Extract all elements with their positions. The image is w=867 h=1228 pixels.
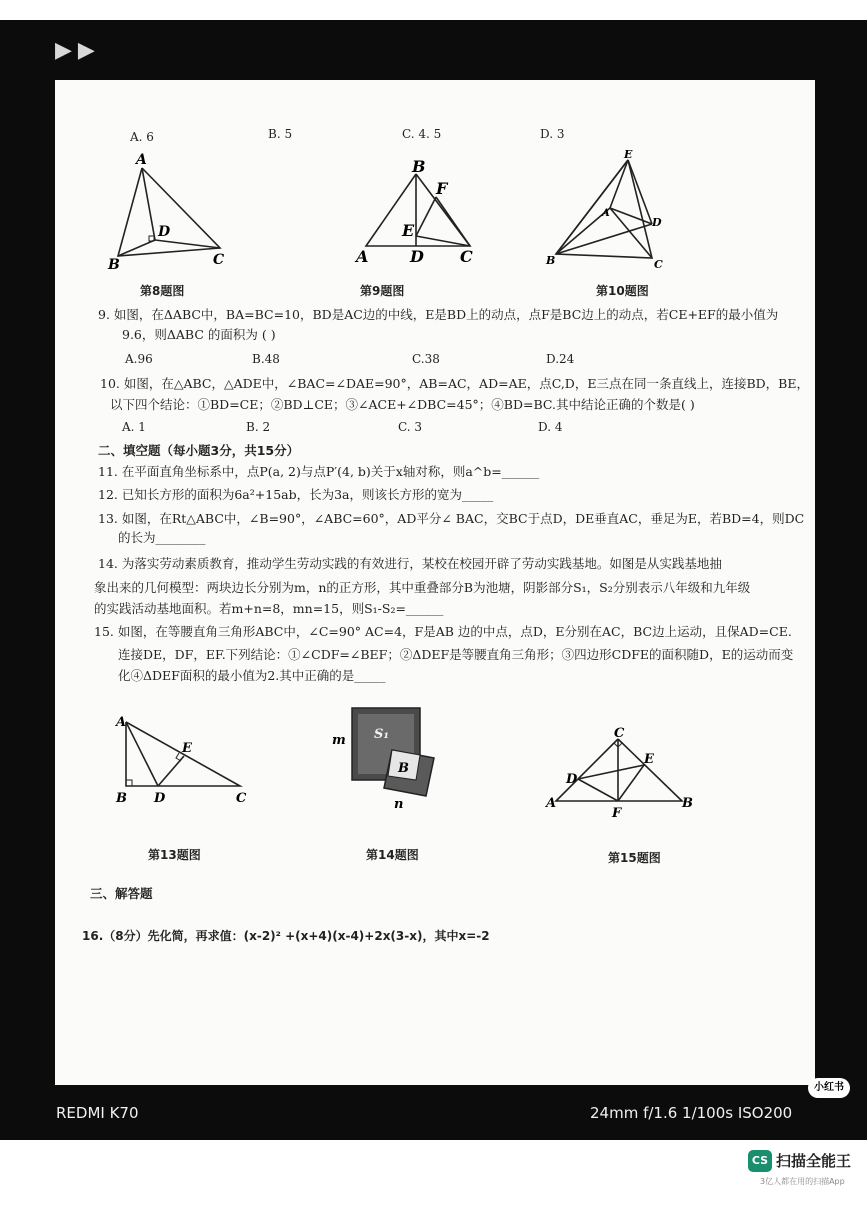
- fig9-label-c: C: [460, 247, 473, 266]
- fig10-label-c: C: [654, 258, 663, 271]
- xiaohongshu-badge: 小红书: [808, 1078, 850, 1098]
- fig14-label-s1: S₁: [374, 727, 390, 742]
- device-label: REDMI K70: [56, 1104, 139, 1122]
- q9-line1: 9. 如图，在ΔABC中，BA=BC=10，BD是AC边的中线，E是BD上的动点，点F是BC边上的动点，若CE+EF的最小值为: [98, 307, 779, 322]
- fig9-label-b: B: [412, 157, 426, 176]
- fig14-label-n: n: [394, 797, 404, 810]
- q8-option-d: D. 3: [540, 127, 565, 141]
- fig8-label-c: C: [213, 252, 225, 268]
- q14-line2: 象出来的几何模型：两块边长分别为m，n的正方形，其中重叠部分B为池塘，阴影部分S₁，S₂分别表示八年级和九年级: [94, 580, 751, 595]
- caption-fig15: 第15题图: [608, 851, 661, 865]
- q14-line3: 的实践活动基地面积。若m+n=8，mn=15，则S₁-S₂=______: [94, 601, 444, 616]
- figure-10: [540, 146, 670, 271]
- q9-option-a: A.96: [125, 352, 153, 366]
- q15-line2: 连接DE，DF，EF.下列结论：①∠CDF=∠BEF；②ΔDEF是等腰直角三角形；③四边形CDFE的面积随D，E的运动而变: [118, 647, 794, 662]
- caption-fig9: 第9题图: [360, 284, 405, 298]
- camscanner-logo-icon: CS: [748, 1150, 772, 1172]
- figure-9: [352, 152, 482, 267]
- q9-option-c: C.38: [412, 352, 440, 366]
- figure-8: [100, 148, 240, 273]
- play-arrows-icon: ▶▶: [55, 38, 101, 63]
- fig9-label-f: F: [436, 179, 448, 198]
- fig13-label-e: E: [182, 741, 192, 756]
- fig10-label-d: D: [652, 216, 662, 229]
- fig13-label-d: D: [154, 791, 166, 806]
- q14-line1: 14. 为落实劳动素质教育，推动学生劳动实践的有效进行，某校在校园开辟了劳动实践基地。如图是从实践基地抽: [98, 556, 722, 571]
- fig8-label-a: A: [136, 152, 147, 168]
- fig15-label-d: D: [566, 772, 578, 787]
- q16-text: 16.（8分）先化简，再求值：(x-2)² +(x+4)(x-4)+2x(3-x)，其中x=-2: [82, 929, 490, 943]
- fig9-label-e: E: [402, 221, 415, 240]
- fig15-label-b: B: [682, 796, 693, 811]
- q13-line2: 的长为________: [118, 530, 206, 545]
- fig15-label-e: E: [644, 752, 654, 767]
- fig15-label-a: A: [546, 796, 557, 811]
- q10-line2: 以下四个结论：①BD=CE；②BD⊥CE；③∠ACE+∠DBC=45°；④BD=BC.其中结论正确的个数是( ): [110, 397, 695, 412]
- fig14-label-m: m: [332, 733, 346, 748]
- figure-15: [540, 725, 700, 825]
- q9-option-d: D.24: [546, 352, 575, 366]
- q15-line1: 15. 如图，在等腰直角三角形ABC中，∠C=90° AC=4，F是AB 边的中点，点D，E分别在AC，BC边上运动，且保AD=CE.: [94, 624, 792, 639]
- figure-14: [328, 700, 448, 810]
- q10-option-d: D. 4: [538, 420, 563, 434]
- camera-info: 24mm f/1.6 1/100s ISO200: [590, 1104, 793, 1122]
- section-fill-in-heading: 二、填空题（每小题3分，共15分）: [98, 443, 300, 458]
- fig13-label-c: C: [236, 791, 247, 806]
- q9-option-b: B.48: [252, 352, 280, 366]
- fig10-label-b: B: [546, 254, 556, 267]
- q8-option-c: C. 4. 5: [402, 127, 442, 141]
- q10-line1: 10. 如图，在△ABC，△ADE中，∠BAC=∠DAE=90°，AB=AC，AD=AE，点C,D，E三点在同一条直线上，连接BD，BE，: [100, 376, 809, 391]
- fig15-label-c: C: [614, 726, 625, 741]
- q8-option-a: A. 6: [130, 130, 154, 144]
- section-solve-heading: 三、解答题: [90, 886, 153, 901]
- q10-option-c: C. 3: [398, 420, 423, 434]
- fig10-label-a: A: [602, 208, 610, 219]
- q9-line2: 9.6，则ΔABC 的面积为 ( ): [122, 327, 276, 342]
- fig9-label-d: D: [410, 247, 424, 266]
- camscanner-app-name: 扫描全能王: [776, 1152, 852, 1170]
- q15-line3: 化④ΔDEF面积的最小值为2.其中正确的是_____: [118, 668, 386, 683]
- q8-option-b: B. 5: [268, 127, 293, 141]
- fig14-label-b: B: [398, 761, 409, 776]
- fig10-label-e: E: [624, 148, 633, 161]
- fig8-label-b: B: [108, 257, 120, 273]
- figure-13: [112, 710, 262, 810]
- caption-fig8: 第8题图: [140, 284, 185, 298]
- q10-option-a: A. 1: [122, 420, 146, 434]
- caption-fig13: 第13题图: [148, 848, 201, 862]
- q13-line1: 13. 如图，在Rt△ABC中，∠B=90°，∠ABC=60°，AD平分∠ BAC，交BC于点D，DE垂直AC，垂足为E，若BD=4，则DC: [98, 511, 805, 526]
- fig8-label-d: D: [158, 224, 171, 240]
- fig15-label-f: F: [612, 806, 622, 821]
- camscanner-slogan: 3亿人都在用的扫描App: [760, 1177, 845, 1186]
- q11-text: 11. 在平面直角坐标系中，点P(a, 2)与点P′(4, b)关于x轴对称，则a^b=______: [98, 464, 540, 479]
- fig13-label-b: B: [116, 791, 127, 806]
- q12-text: 12. 已知长方形的面积为6a²+15ab，长为3a，则该长方形的宽为_____: [98, 487, 494, 502]
- caption-fig14: 第14题图: [366, 848, 419, 862]
- caption-fig10: 第10题图: [596, 284, 649, 298]
- q10-option-b: B. 2: [246, 420, 271, 434]
- fig9-label-a: A: [356, 247, 369, 266]
- fig13-label-a: A: [116, 715, 127, 730]
